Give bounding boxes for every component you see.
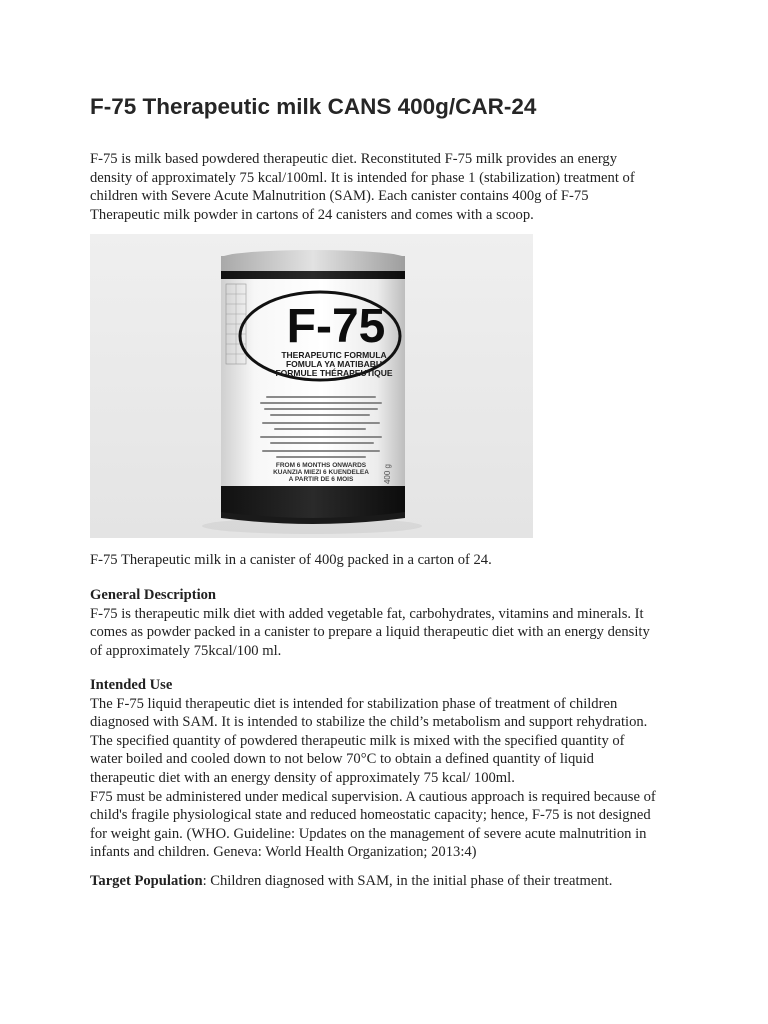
intro-line: density of approximately 75 kcal/100ml. It is intended for phase 1 (stabilization) treatment of [90, 169, 635, 186]
can-brand-text: F-75 [286, 300, 386, 353]
section-body [90, 695, 680, 862]
body-line: for weight gain. (WHO. Guideline: Updates on the management of severe acute malnutrition in [90, 825, 647, 842]
intro-paragraph [90, 150, 680, 224]
body-line: diagnosed with SAM. It is intended to stabilize the child’s metabolism and support rehydration. [90, 714, 648, 731]
section-heading: Intended Use [90, 677, 173, 693]
body-line: F75 must be administered under medical supervision. A cautious approach is required because of [90, 788, 656, 805]
can-age-line: A PARTIR DE 6 MOIS [288, 476, 354, 483]
can-bottom-band [221, 486, 405, 518]
intro-line: Therapeutic milk powder in cartons of 24 canisters and comes with a scoop. [90, 206, 534, 223]
body-line: F-75 is therapeutic milk diet with added vegetable fat, carbohydrates, vitamins and minerals. It [90, 605, 644, 622]
can-age-line: KUANZIA MIEZI 6 KUENDELEA [273, 469, 369, 476]
can-label-line: THERAPEUTIC FORMULA [281, 350, 387, 360]
section-heading: General Description [90, 587, 217, 603]
image-caption: F-75 Therapeutic milk in a canister of 400g packed in a carton of 24. [90, 552, 492, 568]
milk-canister [202, 250, 422, 534]
target-population-section [90, 872, 680, 891]
intended-use-section [90, 676, 680, 862]
intro-line: F-75 is milk based powdered therapeutic diet. Reconstituted F-75 milk provides an energy [90, 151, 618, 167]
body-line: water boiled and cooled down to not below 70°C to obtain a defined quantity of liquid [90, 751, 594, 768]
body-line: therapeutic diet with an energy density of approximately 75 kcal/ 100ml. [90, 769, 515, 786]
section-body [90, 605, 680, 661]
product-photo [90, 234, 533, 538]
page-title: F-75 Therapeutic milk CANS 400g/CAR-24 [90, 94, 537, 119]
can-label-line: FORMULE THÉRAPEUTIQUE [275, 368, 393, 378]
can-top-band [221, 271, 405, 279]
intro-line: children with Severe Acute Malnutrition (SAM). Each canister contains 400g of F-75 [90, 188, 589, 205]
target-population-text: : Children diagnosed with SAM, in the initial phase of their treatment. [202, 873, 613, 889]
target-population-label: Target Population [90, 873, 203, 889]
general-description-section [90, 586, 680, 660]
body-line: of approximately 75kcal/100 ml. [90, 642, 282, 659]
body-line: comes as powder packed in a canister to prepare a liquid therapeutic diet with an energy density [90, 624, 650, 641]
body-line: child's fragile physiological state and reduced homeostatic capacity; hence, F-75 is not designed [90, 807, 651, 824]
body-line: infants and children. Geneva: World Health Organization; 2013:4) [90, 844, 477, 861]
can-age-line: FROM 6 MONTHS ONWARDS [275, 462, 367, 469]
body-line: The specified quantity of powdered therapeutic milk is mixed with the specified quantity of [90, 732, 625, 749]
can-weight-mark: 400 g [383, 463, 392, 485]
body-line: The F-75 liquid therapeutic diet is intended for stabilization phase of treatment of children [90, 695, 618, 712]
can-label-line: FOMULA YA MATIBABU [285, 359, 383, 369]
